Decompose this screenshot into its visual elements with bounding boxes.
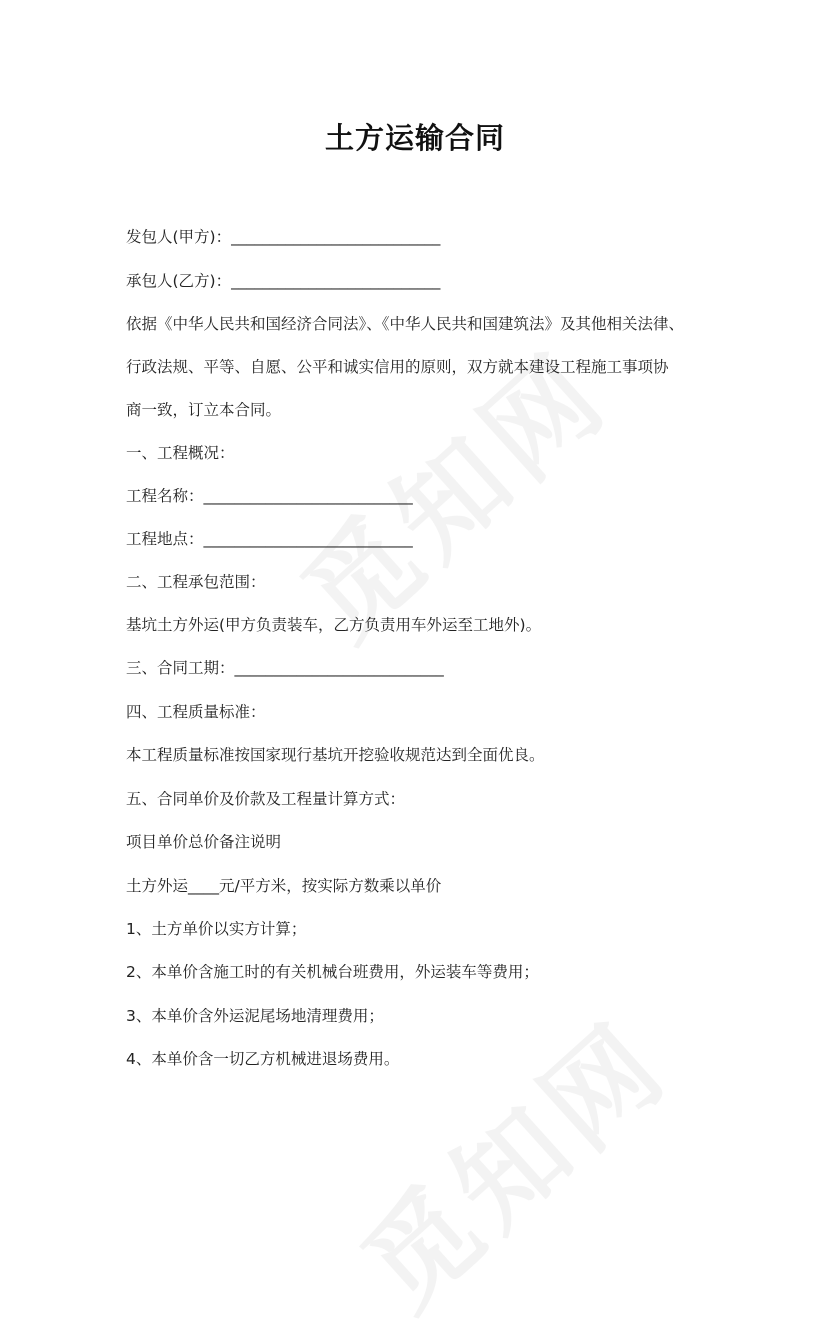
paragraph-line: 基坑土方外运(甲方负责装车，乙方负责用车外运至工地外)。 — [126, 616, 542, 634]
section-heading: 四、工程质量标准： — [126, 703, 266, 721]
list-item: 1、土方单价以实方计算； — [126, 920, 307, 938]
list-item: 2、本单价含施工时的有关机械台班费用，外运装车等费用； — [126, 963, 539, 981]
list-item: 3、本单价含外运泥尾场地清理费用； — [126, 1007, 384, 1025]
party-a-line: 发包人(甲方)：___________________________ — [126, 228, 441, 246]
paragraph-line: 项目单价总价备注说明 — [126, 833, 282, 851]
project-name-line: 工程名称：___________________________ — [126, 487, 413, 505]
list-item: 4、本单价含一切乙方机械进退场费用。 — [126, 1050, 400, 1068]
contract-period-line: 三、合同工期：___________________________ — [126, 659, 444, 677]
document-title: 土方运输合同 — [324, 121, 505, 155]
project-location-line: 工程地点：___________________________ — [126, 530, 413, 548]
section-heading: 一、工程概况： — [126, 444, 235, 462]
preamble-line: 行政法规、平等、自愿、公平和诚实信用的原则，双方就本建设工程施工事项协 — [126, 358, 669, 376]
preamble-line: 依据《中华人民共和国经济合同法》、《中华人民共和国建筑法》及其他相关法律、 — [126, 315, 685, 333]
paragraph-line: 本工程质量标准按国家现行基坑开挖验收规范达到全面优良。 — [126, 746, 545, 764]
section-heading: 二、工程承包范围： — [126, 573, 266, 591]
watermark — [323, 980, 696, 1338]
party-b-line: 承包人(乙方)：___________________________ — [126, 272, 441, 290]
preamble-line: 商一致，订立本合同。 — [126, 401, 282, 419]
paragraph-line: 土方外运____元/平方米，按实际方数乘以单价 — [126, 877, 442, 895]
section-heading: 五、合同单价及价款及工程量计算方式： — [126, 790, 406, 808]
